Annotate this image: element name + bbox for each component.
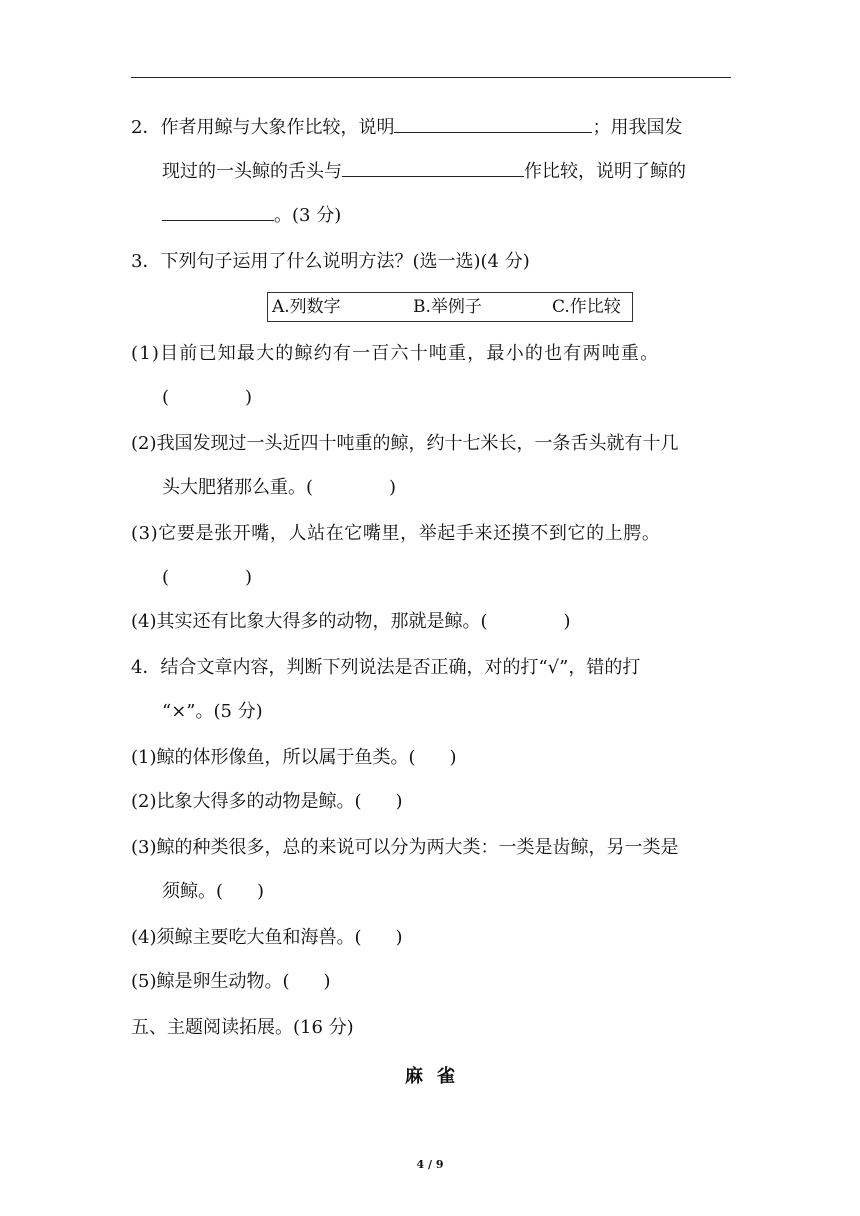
paren-close: ) xyxy=(389,477,397,498)
q3-option-b: B.举例子 xyxy=(413,297,482,317)
q4-item-3-cont xyxy=(162,878,264,906)
paren-open: ( xyxy=(162,567,170,588)
q3-sentence-2: (2)我国发现过一头近四十吨重的鲸，约十七米长，一条舌头就有十几 xyxy=(131,433,679,454)
q4-item-3: (3)鲸的种类很多，总的来说可以分为两大类：一类是齿鲸，另一类是 xyxy=(131,837,679,858)
q4-item-4-text: (4)须鲸主要吃大鱼和海兽。( xyxy=(131,927,362,948)
q2-blank-2[interactable] xyxy=(342,158,524,177)
q3-options-box xyxy=(267,292,633,322)
q2-text-2a: 现过的一头鲸的舌头与 xyxy=(162,161,342,182)
paren-close: ) xyxy=(395,791,403,812)
q2-blank-1[interactable] xyxy=(394,114,592,133)
paren-close: ) xyxy=(563,611,571,632)
q3-option-a: A.列数字 xyxy=(272,297,341,317)
q2-text-1b: ；用我国发 xyxy=(592,117,683,138)
q4-item-5-text: (5)鲸是卵生动物。( xyxy=(131,971,290,992)
q4-heading-2: “×”。(5 分) xyxy=(162,701,263,722)
q4-heading-1: 4．结合文章内容，判断下列说法是否正确，对的打“√”，错的打 xyxy=(131,657,641,678)
q3-answer-1[interactable] xyxy=(162,384,252,412)
paren-close: ) xyxy=(395,927,403,948)
q4-item-2-text: (2)比象大得多的动物是鲸。( xyxy=(131,791,362,812)
q3-sentence-1: (1)目前已知最大的鲸约有一百六十吨重，最小的也有两吨重。 xyxy=(131,343,660,364)
q2-blank-3[interactable] xyxy=(162,202,274,221)
q2-text-3b: 。(3 分) xyxy=(274,205,342,226)
q3-sentence-2b: 头大肥猪那么重。( xyxy=(162,477,314,498)
q3-sentence-4-text: (4)其实还有比象大得多的动物，那就是鲸。( xyxy=(131,611,488,632)
q4-item-3b-text: 须鲸。( xyxy=(162,881,224,902)
q3-sentence-4 xyxy=(131,608,571,636)
page-number: 4 / 9 xyxy=(416,1158,444,1171)
q2-line-3 xyxy=(162,202,341,230)
q3-heading: 3．下列句子运用了什么说明方法？(选一选)(4 分) xyxy=(131,251,530,272)
q3-sentence-3: (3)它要是张开嘴，人站在它嘴里，举起手来还摸不到它的上腭。 xyxy=(131,523,661,544)
q4-item-4 xyxy=(131,924,403,952)
passage-title: 麻雀 xyxy=(405,1066,469,1087)
q4-item-1-text: (1)鲸的体形像鱼，所以属于鱼类。( xyxy=(131,747,416,768)
q3-option-c: C.作比较 xyxy=(552,297,621,317)
header-rule xyxy=(131,77,731,78)
q2-line-2 xyxy=(162,158,686,186)
q4-item-2 xyxy=(131,788,403,816)
q4-item-5 xyxy=(131,968,331,996)
q2-text-2b: 作比较，说明了鲸的 xyxy=(524,161,686,182)
section-5-heading: 五、主题阅读拓展。(16 分) xyxy=(131,1017,354,1038)
q3-sentence-2-cont xyxy=(162,474,396,502)
paren-open: ( xyxy=(162,387,170,408)
paren-close: ) xyxy=(245,567,253,588)
paren-close: ) xyxy=(449,747,457,768)
q4-item-1 xyxy=(131,744,457,772)
paren-close: ) xyxy=(245,387,253,408)
q2-line-1 xyxy=(131,114,682,142)
paren-close: ) xyxy=(257,881,265,902)
paren-close: ) xyxy=(323,971,331,992)
q2-text-1a: 2．作者用鲸与大象作比较，说明 xyxy=(131,117,395,138)
q3-answer-3[interactable] xyxy=(162,564,252,592)
